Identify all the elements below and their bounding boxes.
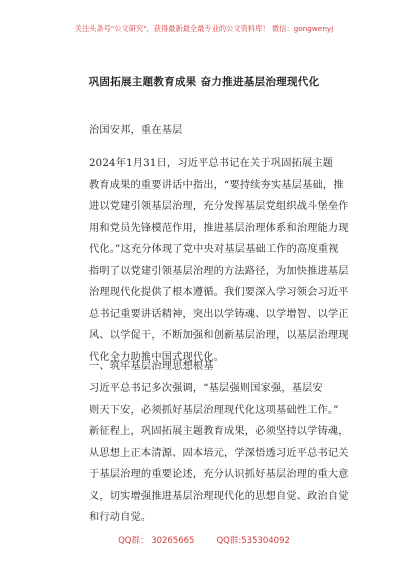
footer-contact — [0, 534, 408, 546]
section-heading: 一、筑牢基层治理思想根基 — [89, 361, 214, 372]
paragraph-line: 于基层治理的重要论述，充分认识抓好基层治理的重大意 — [89, 469, 349, 480]
document-title: 巩固拓展主题教育成果 奋力推进基层治理现代化 — [88, 76, 320, 88]
paragraph-line: 和行动自觉。 — [89, 512, 152, 523]
paragraph-line: 2024年1月31日，习近平总书记在关于巩固拓展主题 — [89, 158, 334, 169]
paragraph-line: 代化全力助推中国式现代化。 — [89, 351, 225, 363]
paragraph-line: 治理现代化提供了根本遵循。我们要深入学习领会习近平 — [89, 287, 349, 298]
paragraph-line: 进以党建引领基层治理，充分发挥基层党组织战斗堡垒作 — [89, 201, 349, 212]
paragraph-line: 风、以学促干，不断加强和创新基层治理，以基层治理现 — [89, 330, 349, 341]
paragraph-line: 义，切实增强推进基层治理现代化的思想自觉、政治自觉 — [89, 490, 349, 502]
paragraph-1 — [89, 153, 349, 368]
paragraph-line: 新征程上，巩固拓展主题教育成果，必须坚持以学铸魂， — [89, 426, 349, 437]
header-promo-note: 关注头条号"公文研究"，获得最新最全最专业的公文资料库！ 微信：gongwenyj — [74, 24, 334, 33]
section-1-heading-block — [89, 356, 327, 378]
footer-qq-group-2: QQ群:535304092 — [216, 536, 290, 546]
paragraph-line: 用和党员先锋模范作用，推进基层治理体系和治理能力现 — [89, 222, 349, 234]
paragraph-line: 总书记重要讲话精神，突出以学铸魂、以学增智、以学正 — [89, 308, 349, 320]
paragraph-2 — [89, 378, 349, 529]
paragraph-line: 习近平总书记多次强调，“基层强则国家强，基层安 — [89, 383, 323, 394]
intro-heading-block — [89, 120, 327, 142]
paragraph-line: 则天下安，必须抓好基层治理现代化这项基础性工作。” — [89, 404, 339, 416]
footer-qq-group-1: QQ群： 30265665 — [118, 536, 195, 546]
paragraph-line: 指明了以党建引领基层治理的方法路径，为加快推进基层 — [89, 265, 349, 277]
paragraph-line: 教育成果的重要讲话中指出，“要持续夯实基层基础，推 — [89, 179, 344, 191]
intro-heading: 治国安邦，重在基层 — [89, 125, 183, 136]
paragraph-line: 从思想上正本清源、固本培元，学深悟透习近平总书记关 — [89, 447, 349, 459]
paragraph-line: 代化。”这充分体现了党中央对基层基础工作的高度重视 — [89, 244, 339, 255]
